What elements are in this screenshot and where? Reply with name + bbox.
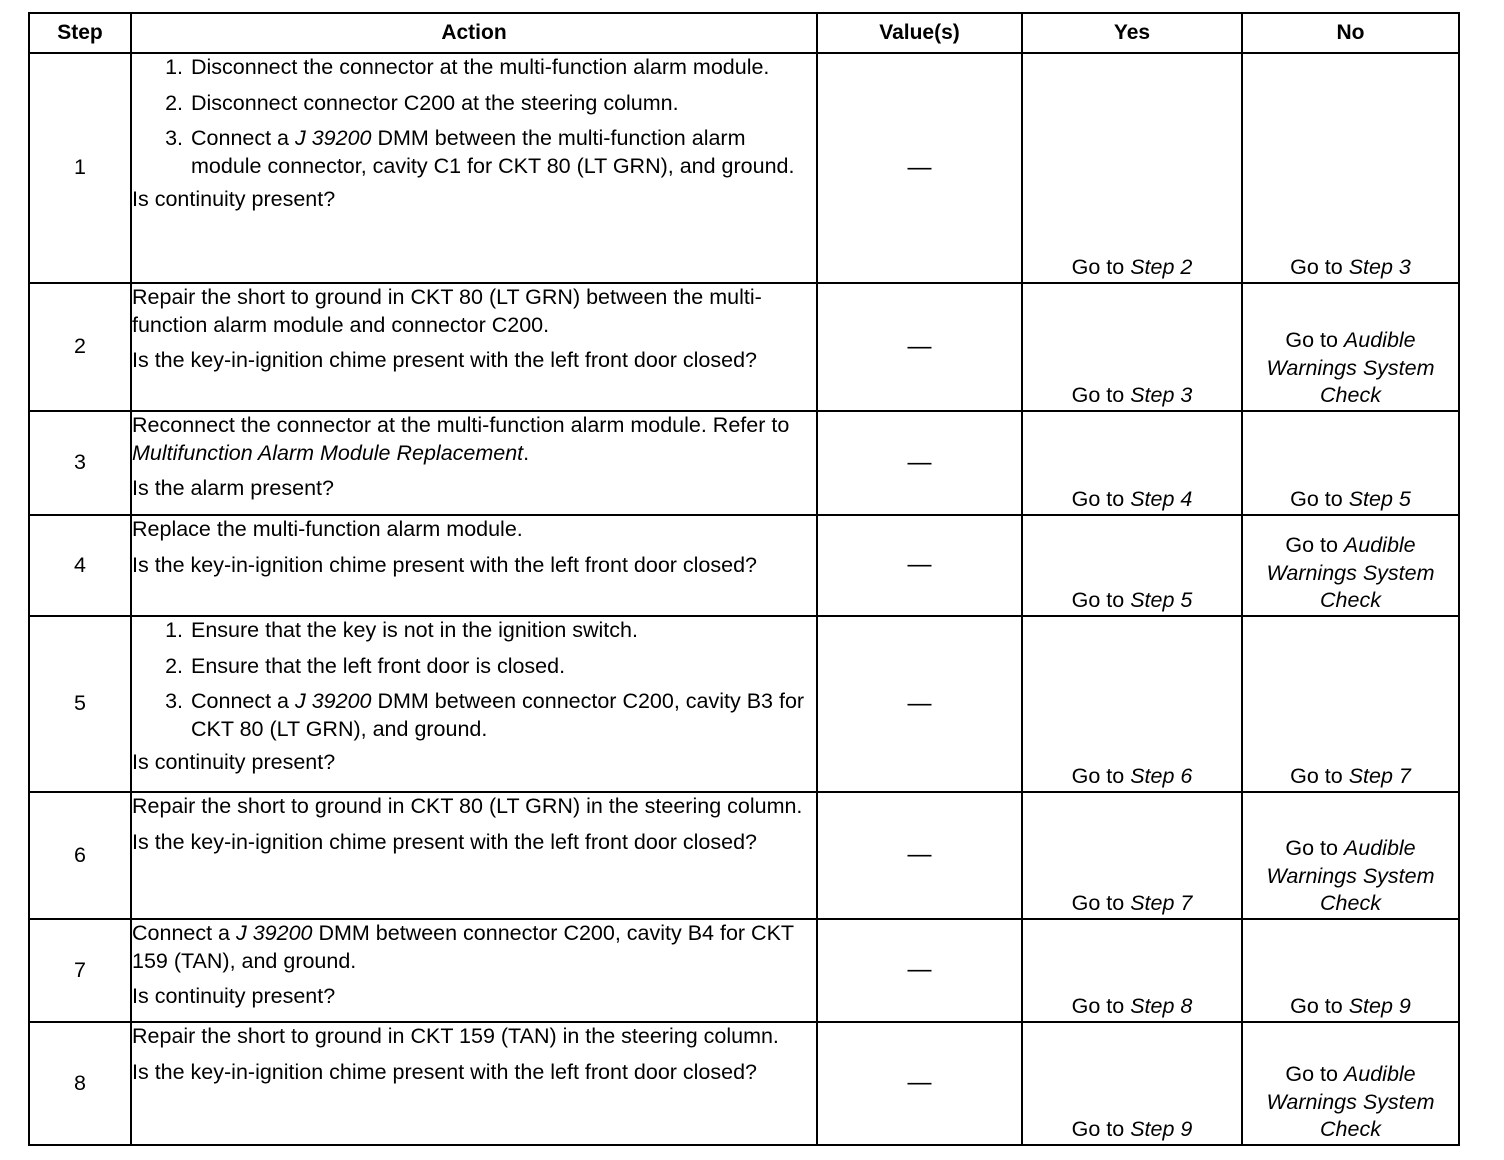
text-fragment: Go to bbox=[1071, 255, 1131, 280]
table-body bbox=[29, 53, 1459, 1145]
text-fragment: Go to bbox=[1285, 533, 1344, 558]
action-instruction bbox=[132, 284, 816, 339]
yes-result-cell bbox=[1022, 411, 1242, 515]
text-fragment: DMM between connector C200, cavity B4 for CKT 159 (TAN), and ground. bbox=[132, 921, 794, 973]
instruction-item bbox=[189, 125, 816, 180]
action-instruction-list bbox=[132, 54, 816, 180]
action-cell bbox=[131, 53, 817, 283]
value-cell: — bbox=[817, 792, 1022, 919]
text-fragment: Repair the short to ground in CKT 80 (LT GRN) between the multi-function alarm module and connector C200. bbox=[132, 285, 762, 337]
reference-text: Audible Warnings System Check bbox=[1266, 836, 1435, 916]
yes-result-cell bbox=[1022, 792, 1242, 919]
table-row bbox=[29, 283, 1459, 411]
instruction-item bbox=[189, 54, 816, 82]
text-fragment: Disconnect connector C200 at the steering column. bbox=[191, 90, 679, 115]
action-question: Is the alarm present? bbox=[132, 476, 334, 501]
header-row bbox=[29, 13, 1459, 53]
action-instruction-list bbox=[132, 617, 816, 743]
reference-text: J 39200 bbox=[294, 126, 372, 151]
action-cell bbox=[131, 919, 817, 1022]
no-result-cell bbox=[1242, 411, 1459, 515]
no-result-cell bbox=[1242, 616, 1459, 792]
text-fragment: Go to bbox=[1290, 994, 1349, 1019]
value-cell: — bbox=[817, 515, 1022, 616]
text-fragment: Go to bbox=[1071, 487, 1131, 512]
reference-text: Step 9 bbox=[1348, 994, 1411, 1019]
diagnostic-table bbox=[28, 12, 1460, 1146]
action-instruction bbox=[132, 1023, 816, 1051]
diagnostic-table-wrapper bbox=[28, 12, 1460, 1146]
header-no: No bbox=[1242, 13, 1459, 53]
text-fragment: DMM between the multi-function alarm module connector, cavity C1 for CKT 80 (LT GRN), and ground. bbox=[191, 126, 795, 178]
action-cell bbox=[131, 411, 817, 515]
table-row bbox=[29, 515, 1459, 616]
step-number: 6 bbox=[29, 792, 131, 919]
table-row bbox=[29, 411, 1459, 515]
action-question: Is the key-in-ignition chime present with the left front door closed? bbox=[132, 348, 758, 373]
reference-text: Step 5 bbox=[1130, 588, 1193, 613]
yes-result-cell bbox=[1022, 1022, 1242, 1145]
action-instruction bbox=[132, 516, 816, 544]
reference-text: Audible Warnings System Check bbox=[1266, 1062, 1435, 1142]
yes-result-cell bbox=[1022, 919, 1242, 1022]
text-fragment: Ensure that the left front door is closed. bbox=[191, 653, 566, 678]
reference-text: Step 6 bbox=[1130, 764, 1193, 789]
table-row bbox=[29, 616, 1459, 792]
text-fragment: Go to bbox=[1290, 764, 1349, 789]
value-cell: — bbox=[817, 53, 1022, 283]
step-number: 8 bbox=[29, 1022, 131, 1145]
text-fragment: Go to bbox=[1071, 383, 1131, 408]
no-result-cell bbox=[1242, 1022, 1459, 1145]
action-instruction bbox=[132, 920, 816, 975]
instruction-item bbox=[189, 90, 816, 118]
step-number: 4 bbox=[29, 515, 131, 616]
action-question: Is the key-in-ignition chime present with the left front door closed? bbox=[132, 552, 758, 577]
reference-text: Step 8 bbox=[1130, 994, 1193, 1019]
text-fragment: Ensure that the key is not in the ignition switch. bbox=[191, 618, 638, 642]
value-cell: — bbox=[817, 283, 1022, 411]
no-result-cell bbox=[1242, 53, 1459, 283]
action-question: Is continuity present? bbox=[132, 187, 336, 212]
text-fragment: Repair the short to ground in CKT 80 (LT GRN) in the steering column. bbox=[132, 794, 803, 818]
action-cell bbox=[131, 792, 817, 919]
no-result-cell bbox=[1242, 792, 1459, 919]
action-cell bbox=[131, 616, 817, 792]
action-question: Is continuity present? bbox=[132, 750, 336, 775]
reference-text: J 39200 bbox=[294, 689, 372, 714]
action-instruction bbox=[132, 412, 816, 467]
reference-text: Step 4 bbox=[1130, 487, 1193, 512]
text-fragment: Go to bbox=[1290, 255, 1349, 280]
text-fragment: Go to bbox=[1071, 891, 1131, 916]
step-number: 1 bbox=[29, 53, 131, 283]
text-fragment: Go to bbox=[1290, 487, 1349, 512]
text-fragment: Replace the multi-function alarm module. bbox=[132, 517, 523, 541]
value-cell: — bbox=[817, 411, 1022, 515]
yes-result-cell bbox=[1022, 515, 1242, 616]
text-fragment: DMM between connector C200, cavity B3 for CKT 80 (LT GRN), and ground. bbox=[191, 689, 805, 741]
table-row bbox=[29, 792, 1459, 919]
table-row bbox=[29, 53, 1459, 283]
action-instruction bbox=[132, 793, 816, 821]
action-question: Is continuity present? bbox=[132, 984, 336, 1009]
action-cell bbox=[131, 283, 817, 411]
text-fragment: Go to bbox=[1071, 764, 1131, 789]
reference-text: Step 7 bbox=[1348, 764, 1411, 789]
table-row bbox=[29, 919, 1459, 1022]
text-fragment: Disconnect the connector at the multi-function alarm module. bbox=[191, 55, 770, 79]
no-result-cell bbox=[1242, 919, 1459, 1022]
step-number: 7 bbox=[29, 919, 131, 1022]
reference-text: Audible Warnings System Check bbox=[1266, 533, 1435, 613]
no-result-cell bbox=[1242, 515, 1459, 616]
no-result-cell bbox=[1242, 283, 1459, 411]
text-fragment: Go to bbox=[1071, 588, 1131, 613]
reference-text: Step 3 bbox=[1130, 383, 1193, 408]
text-fragment: Reconnect the connector at the multi-function alarm module. Refer to bbox=[132, 413, 790, 437]
step-number: 2 bbox=[29, 283, 131, 411]
reference-text: Step 3 bbox=[1348, 255, 1411, 280]
text-fragment: Go to bbox=[1071, 1117, 1131, 1142]
step-number: 5 bbox=[29, 616, 131, 792]
instruction-item bbox=[189, 653, 816, 681]
header-yes: Yes bbox=[1022, 13, 1242, 53]
text-fragment: Connect a bbox=[191, 689, 295, 714]
reference-text: Multifunction Alarm Module Replacement bbox=[132, 440, 524, 465]
text-fragment: Go to bbox=[1285, 836, 1344, 861]
action-question: Is the key-in-ignition chime present with the left front door closed? bbox=[132, 1059, 758, 1084]
reference-text: J 39200 bbox=[235, 921, 313, 945]
text-fragment: Go to bbox=[1285, 1062, 1344, 1087]
reference-text: Step 2 bbox=[1130, 255, 1193, 280]
text-fragment: . bbox=[523, 440, 530, 465]
text-fragment: Connect a bbox=[132, 921, 236, 945]
action-cell bbox=[131, 1022, 817, 1145]
value-cell: — bbox=[817, 1022, 1022, 1145]
text-fragment: Go to bbox=[1071, 994, 1131, 1019]
yes-result-cell bbox=[1022, 616, 1242, 792]
header-step: Step bbox=[29, 13, 131, 53]
action-cell bbox=[131, 515, 817, 616]
instruction-item bbox=[189, 688, 816, 743]
yes-result-cell bbox=[1022, 283, 1242, 411]
reference-text: Audible Warnings System Check bbox=[1266, 328, 1435, 408]
step-number: 3 bbox=[29, 411, 131, 515]
text-fragment: Go to bbox=[1285, 328, 1344, 353]
reference-text: Step 9 bbox=[1130, 1117, 1193, 1142]
reference-text: Step 7 bbox=[1130, 891, 1193, 916]
value-cell: — bbox=[817, 616, 1022, 792]
table-row bbox=[29, 1022, 1459, 1145]
yes-result-cell bbox=[1022, 53, 1242, 283]
reference-text: Step 5 bbox=[1348, 487, 1411, 512]
value-cell: — bbox=[817, 919, 1022, 1022]
text-fragment: Repair the short to ground in CKT 159 (TAN) in the steering column. bbox=[132, 1024, 779, 1048]
instruction-item bbox=[189, 617, 816, 645]
header-action: Action bbox=[131, 13, 817, 53]
action-question: Is the key-in-ignition chime present with the left front door closed? bbox=[132, 829, 758, 854]
header-values: Value(s) bbox=[817, 13, 1022, 53]
text-fragment: Connect a bbox=[191, 126, 295, 151]
